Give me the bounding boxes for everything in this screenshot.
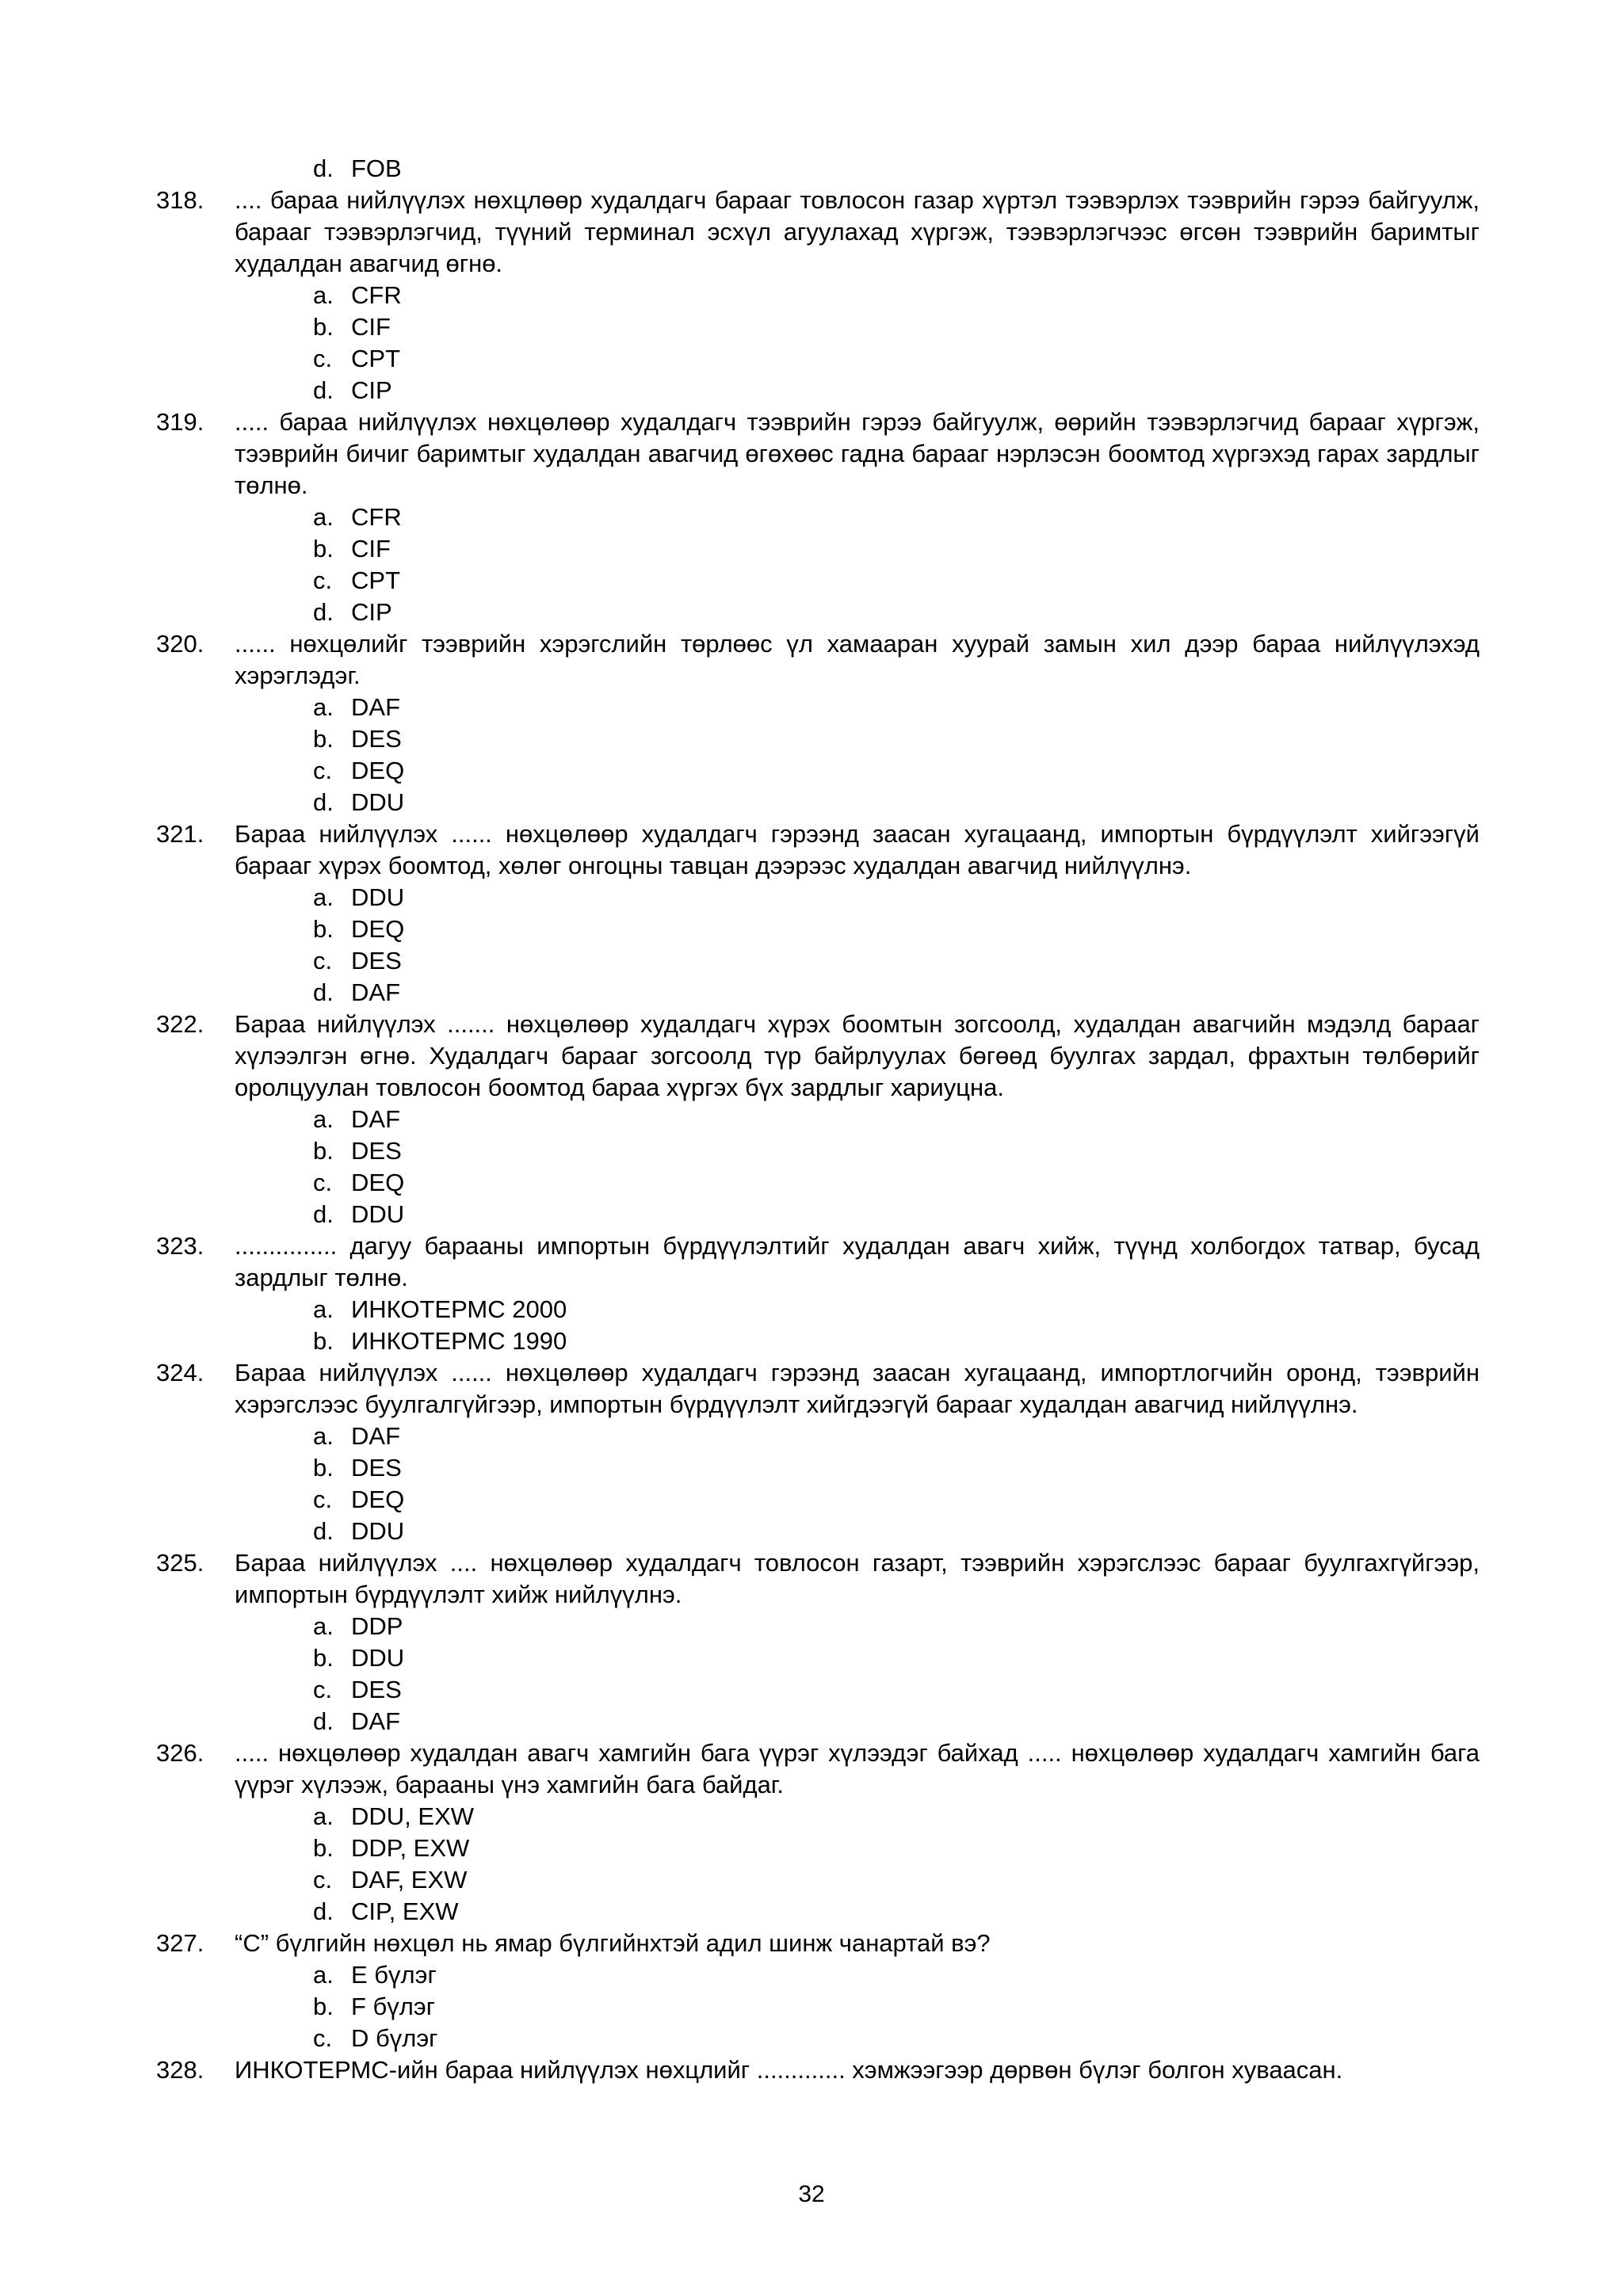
option-text: FOB xyxy=(351,154,402,182)
option-text: CPT xyxy=(351,345,400,372)
answer-option xyxy=(156,153,1480,185)
option-letter: d. xyxy=(313,376,334,404)
option-letter: b. xyxy=(313,1327,334,1355)
question-text: Бараа нийлүүлэх .... нөхцөлөөр худалдагч товлосон газарт, тээврийн хэрэгслээс барааг буулгахгүйгээр, импортын бүрдүүлэлт хийж нийлүүлнэ. xyxy=(235,1549,1480,1608)
question-item xyxy=(156,2054,1480,2086)
answer-option xyxy=(156,1199,1480,1230)
option-text: DAF xyxy=(351,1422,400,1450)
answer-option xyxy=(156,723,1480,755)
answer-option xyxy=(156,1484,1480,1516)
option-letter: a. xyxy=(313,1802,334,1830)
option-letter: d. xyxy=(313,154,334,182)
option-letter: a. xyxy=(313,281,334,309)
option-text: CIF xyxy=(351,535,391,563)
option-text: E бүлэг xyxy=(351,1961,437,1989)
option-text: DEQ xyxy=(351,915,405,943)
option-letter: c. xyxy=(313,566,333,594)
answer-option xyxy=(156,1833,1480,1864)
option-letter: d. xyxy=(313,598,334,626)
option-text: CIF xyxy=(351,313,391,341)
option-text: CFR xyxy=(351,503,402,531)
option-text: CIP xyxy=(351,598,392,626)
answer-option xyxy=(156,945,1480,977)
question-number: 324. xyxy=(156,1359,204,1386)
option-text: DDP, EXW xyxy=(351,1834,470,1862)
question-item xyxy=(156,1547,1480,1611)
option-text: DES xyxy=(351,1137,402,1165)
option-text: DDU xyxy=(351,883,405,911)
question-item xyxy=(156,1230,1480,1294)
answer-option xyxy=(156,2023,1480,2054)
option-text: DES xyxy=(351,947,402,974)
option-letter: a. xyxy=(313,1961,334,1989)
option-text: DAF, EXW xyxy=(351,1866,468,1894)
question-number: 327. xyxy=(156,1929,204,1957)
option-letter: d. xyxy=(313,1517,334,1545)
option-letter: b. xyxy=(313,1137,334,1165)
option-text: CIP, EXW xyxy=(351,1897,459,1925)
option-letter: c. xyxy=(313,2024,333,2052)
option-letter: b. xyxy=(313,313,334,341)
answer-option xyxy=(156,502,1480,533)
option-letter: b. xyxy=(313,1834,334,1862)
option-text: ИНКОТЕРМС 1990 xyxy=(351,1327,567,1355)
answer-option xyxy=(156,882,1480,913)
option-letter: d. xyxy=(313,788,334,816)
question-item xyxy=(156,1737,1480,1801)
question-text: ..... бараа нийлүүлэх нөхцөлөөр худалдагч тээврийн гэрээ байгуулж, өөрийн тээвэрлэгчид барааг хүргэж, тээврийн бичиг баримтыг худалдан авагчид өгөхөөс гадна барааг нэрлэсэн боомтод хүргэхэд гарах зардлыг төлнө. xyxy=(235,408,1480,499)
option-text: F бүлэг xyxy=(351,1993,436,2020)
option-letter: b. xyxy=(313,535,334,563)
option-letter: a. xyxy=(313,1105,334,1133)
answer-option xyxy=(156,1167,1480,1199)
option-letter: a. xyxy=(313,693,334,721)
answer-option xyxy=(156,597,1480,628)
question-number: 321. xyxy=(156,820,204,848)
option-letter: d. xyxy=(313,978,334,1006)
answer-option xyxy=(156,533,1480,565)
option-text: CPT xyxy=(351,566,400,594)
option-text: D бүлэг xyxy=(351,2024,438,2052)
option-text: DDU xyxy=(351,788,405,816)
option-text: DES xyxy=(351,1676,402,1703)
question-text: ..... нөхцөлөөр худалдан авагч хамгийн бага үүрэг хүлээдэг байхад ..... нөхцөлөөр худалдагч хамгийн бага үүрэг хүлээж, барааны үнэ хамгийн бага байдаг. xyxy=(235,1739,1480,1798)
option-text: DEQ xyxy=(351,1486,405,1513)
option-letter: c. xyxy=(313,1169,333,1196)
question-item xyxy=(156,1009,1480,1104)
option-letter: c. xyxy=(313,1486,333,1513)
answer-option xyxy=(156,311,1480,343)
option-text: CFR xyxy=(351,281,402,309)
question-item xyxy=(156,185,1480,280)
answer-option xyxy=(156,1421,1480,1452)
option-text: DAF xyxy=(351,1105,400,1133)
question-number: 323. xyxy=(156,1232,204,1260)
question-number: 320. xyxy=(156,630,204,658)
option-letter: a. xyxy=(313,883,334,911)
option-letter: c. xyxy=(313,1676,333,1703)
option-text: CIP xyxy=(351,376,392,404)
question-text: ............... дагуу барааны импортын бүрдүүлэлтийг худалдан авагч хийж, түүнд холбогдох татвар, бусад зардлыг төлнө. xyxy=(235,1232,1480,1291)
answer-option xyxy=(156,1611,1480,1642)
option-text: DES xyxy=(351,725,402,753)
option-letter: b. xyxy=(313,1454,334,1482)
page-number: 32 xyxy=(798,2181,825,2207)
question-number: 318. xyxy=(156,186,204,214)
question-text: ...... нөхцөлийг тээврийн хэрэгслийн төрлөөс үл хамааран хуурай замын хил дээр бараа нийлүүлэхэд хэрэглэдэг. xyxy=(235,630,1480,689)
question-number: 326. xyxy=(156,1739,204,1767)
option-text: DEQ xyxy=(351,1169,405,1196)
question-item xyxy=(156,406,1480,502)
option-text: DDU xyxy=(351,1517,405,1545)
option-letter: b. xyxy=(313,725,334,753)
option-letter: a. xyxy=(313,1422,334,1450)
answer-option xyxy=(156,787,1480,818)
question-list xyxy=(156,153,1480,2086)
option-letter: b. xyxy=(313,1993,334,2020)
option-text: DDP xyxy=(351,1612,403,1640)
question-item xyxy=(156,818,1480,882)
option-text: DEQ xyxy=(351,757,405,784)
question-item xyxy=(156,1357,1480,1421)
answer-option xyxy=(156,1959,1480,1991)
option-text: DDU xyxy=(351,1644,405,1672)
question-text: Бараа нийлүүлэх ...... нөхцөлөөр худалдагч гэрээнд заасан хугацаанд, импортын бүрдүүлэлт хийгээгүй барааг хүрэх боомтод, хөлөг онгоцны тавцан дээрээс худалдан авагчид нийлүүлнэ. xyxy=(235,820,1480,879)
option-text: DAF xyxy=(351,1707,400,1735)
answer-option xyxy=(156,1801,1480,1833)
option-letter: b. xyxy=(313,1644,334,1672)
option-letter: c. xyxy=(313,345,333,372)
answer-option xyxy=(156,1135,1480,1167)
answer-option xyxy=(156,755,1480,787)
option-text: DAF xyxy=(351,693,400,721)
answer-option xyxy=(156,1896,1480,1928)
answer-option xyxy=(156,1104,1480,1135)
option-letter: d. xyxy=(313,1200,334,1228)
option-text: DDU, EXW xyxy=(351,1802,474,1830)
question-number: 319. xyxy=(156,408,204,436)
answer-option xyxy=(156,1516,1480,1547)
question-text: ИНКОТЕРМС-ийн бараа нийлүүлэх нөхцлийг ............. хэмжээгээр дөрвөн бүлэг болгон хуваасан. xyxy=(235,2056,1343,2084)
answer-option xyxy=(156,692,1480,723)
question-item xyxy=(156,628,1480,692)
answer-option xyxy=(156,1294,1480,1325)
answer-option xyxy=(156,565,1480,597)
answer-option xyxy=(156,280,1480,311)
answer-option xyxy=(156,977,1480,1009)
question-text: “C” бүлгийн нөхцөл нь ямар бүлгийнхтэй адил шинж чанартай вэ? xyxy=(235,1929,991,1957)
option-text: DDU xyxy=(351,1200,405,1228)
answer-option xyxy=(156,1452,1480,1484)
option-letter: d. xyxy=(313,1897,334,1925)
question-text: .... бараа нийлүүлэх нөхцлөөр худалдагч барааг товлосон газар хүртэл тээвэрлэх тээврийн гэрээ байгуулж, барааг тээвэрлэгчид, түүний терминал эсхүл агуулахад хүргэж, тээвэрлэгчээс өгсөн тээврийн баримтыг худалдан авагчид өгнө. xyxy=(235,186,1480,277)
answer-option xyxy=(156,375,1480,406)
question-number: 328. xyxy=(156,2056,204,2084)
option-text: DES xyxy=(351,1454,402,1482)
option-letter: d. xyxy=(313,1707,334,1735)
option-letter: c. xyxy=(313,757,333,784)
option-letter: a. xyxy=(313,1612,334,1640)
option-text: ИНКОТЕРМС 2000 xyxy=(351,1295,567,1323)
question-text: Бараа нийлүүлэх ....... нөхцөлөөр худалдагч хүрэх боомтын зогсоолд, худалдан авагчийн мэдэлд барааг хүлээлгэн өгнө. Худалдагч барааг зогсоолд түр байрлуулах бөгөөд буулгах зардал, фрахтын төлбөрийг оролцуулан товлосон боомтод бараа хүргэх бүх зардлыг хариуцна. xyxy=(235,1010,1480,1101)
answer-option xyxy=(156,1325,1480,1357)
option-letter: b. xyxy=(313,915,334,943)
question-number: 322. xyxy=(156,1010,204,1038)
option-text: DAF xyxy=(351,978,400,1006)
answer-option xyxy=(156,1706,1480,1737)
option-letter: c. xyxy=(313,947,333,974)
answer-option xyxy=(156,1864,1480,1896)
question-number: 325. xyxy=(156,1549,204,1577)
question-text: Бараа нийлүүлэх ...... нөхцөлөөр худалдагч гэрээнд заасан хугацаанд, импортлогчийн оронд, тээврийн хэрэгслээс буулгалгүйгээр, импортын бүрдүүлэлт хийгдээгүй барааг худалдан авагчид нийлүүлнэ. xyxy=(235,1359,1480,1418)
option-letter: c. xyxy=(313,1866,333,1894)
answer-option xyxy=(156,343,1480,375)
question-item xyxy=(156,1928,1480,1959)
answer-option xyxy=(156,1991,1480,2023)
answer-option xyxy=(156,913,1480,945)
option-letter: a. xyxy=(313,503,334,531)
answer-option xyxy=(156,1674,1480,1706)
option-letter: a. xyxy=(313,1295,334,1323)
answer-option xyxy=(156,1642,1480,1674)
